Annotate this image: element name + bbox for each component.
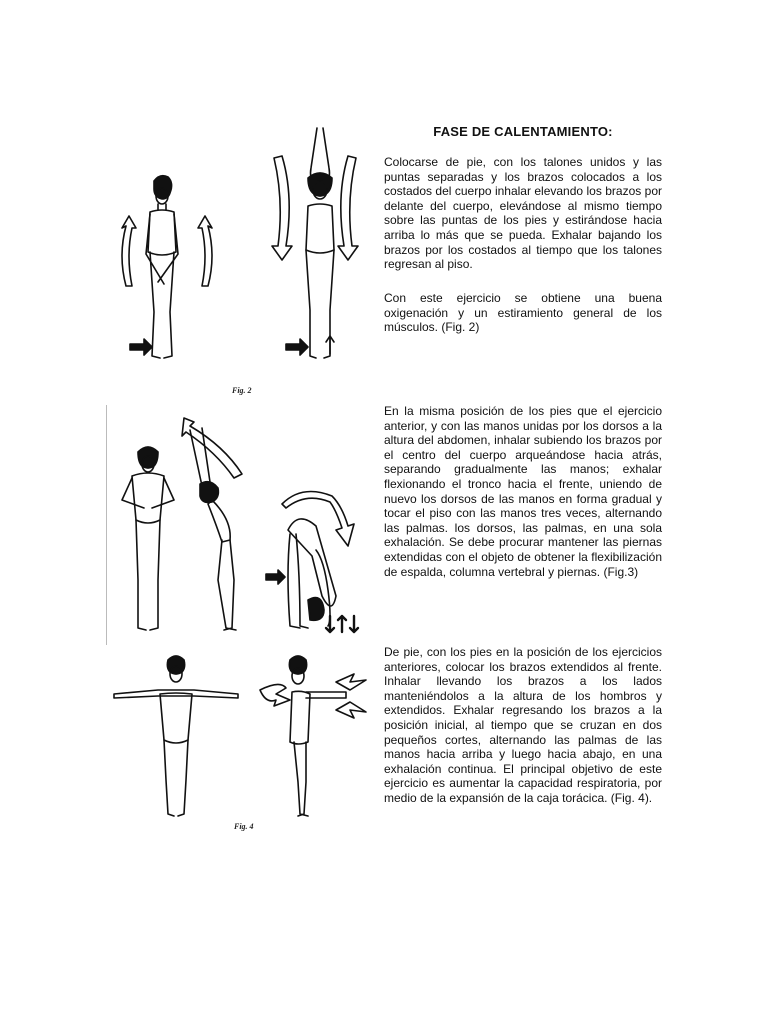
figure-4-illustration [110,654,372,820]
arrow-down-arc [282,492,354,547]
arrow-down-right-figure [272,156,358,260]
arrow-curve-left [122,216,212,286]
paragraph-2: Con este ejercicio se obtiene una buena oxigenación y un estiramiento general de los músculos. (Fig. 2) [384,291,662,335]
figure-4-caption: Fig. 4 [234,822,254,831]
figure-2-illustration [112,126,374,366]
arrows-up-down-group [326,616,358,632]
section-title: FASE DE CALENTAMIENTO: [433,124,613,139]
paragraph-3: En la misma posición de los pies que el ejercicio anterior, y con las manos unidas por los dorsos a la altura del abdomen, inhalar subiendo los brazos por el centro del cuerpo arqueándose hacia atrás, separando gradualmente las manos; exhalar flexionando el tronco hacia el frente, uniendo de nuevo los dorsos de las manos en forma gradual y tocar el piso con las manos tres veces, alternando las palmas. los dorsos, las palmas, en una sola exhalación. Se debe procurar mantener las piernas extendidas con el objeto de obtener la flexibilización de espalda, columna vertebral y piernas. (Fig.3) [384,404,662,579]
arrow-up-arc [182,418,242,478]
figure-standing-arms-down [146,176,178,358]
arrows-horizontal [260,674,366,718]
figure-arms-extended-sides [114,656,238,816]
divider-line [106,405,107,645]
figure-standing-arms-up [306,128,334,358]
paragraph-4: De pie, con los pies en la posición de los ejercicios anteriores, colocar los brazos extendidos al frente. Inhalar llevando los brazos a los lados manteniéndolos a la altura de los hombros y extendidos. Exhalar regresando los brazos a la posición inicial, al tiempo que se cruzan en dos pequeños cortes, alternando las palmas de las manos hacia arriba y luego hacia abajo, en una exhalación continua. El principal objetivo de este ejercicio es aumentar la capacidad respiratoria, por medio de la expansión de la caja torácica. (Fig. 4). [384,645,662,805]
paragraph-1: Colocarse de pie, con los talones unidos y las puntas separadas y los brazos colocados a los costados del cuerpo inhalar elevando los brazos por delante del cuerpo, elevándose al mismo tiempo sobre las puntas de los pies y estirándose hacia arriba lo más que se pueda. Exhalar bajando los brazos por los costados al tiempo que los talones regresan al piso. [384,155,662,272]
arrow-right-small [266,570,285,584]
figure-2-caption: Fig. 2 [232,386,252,395]
arrow-right-bottom-left [130,339,152,355]
figure-arms-forward [289,656,346,816]
figure-hands-at-abdomen [122,447,174,630]
figure-bending-forward [288,519,336,628]
figure-3-illustration [112,410,374,638]
